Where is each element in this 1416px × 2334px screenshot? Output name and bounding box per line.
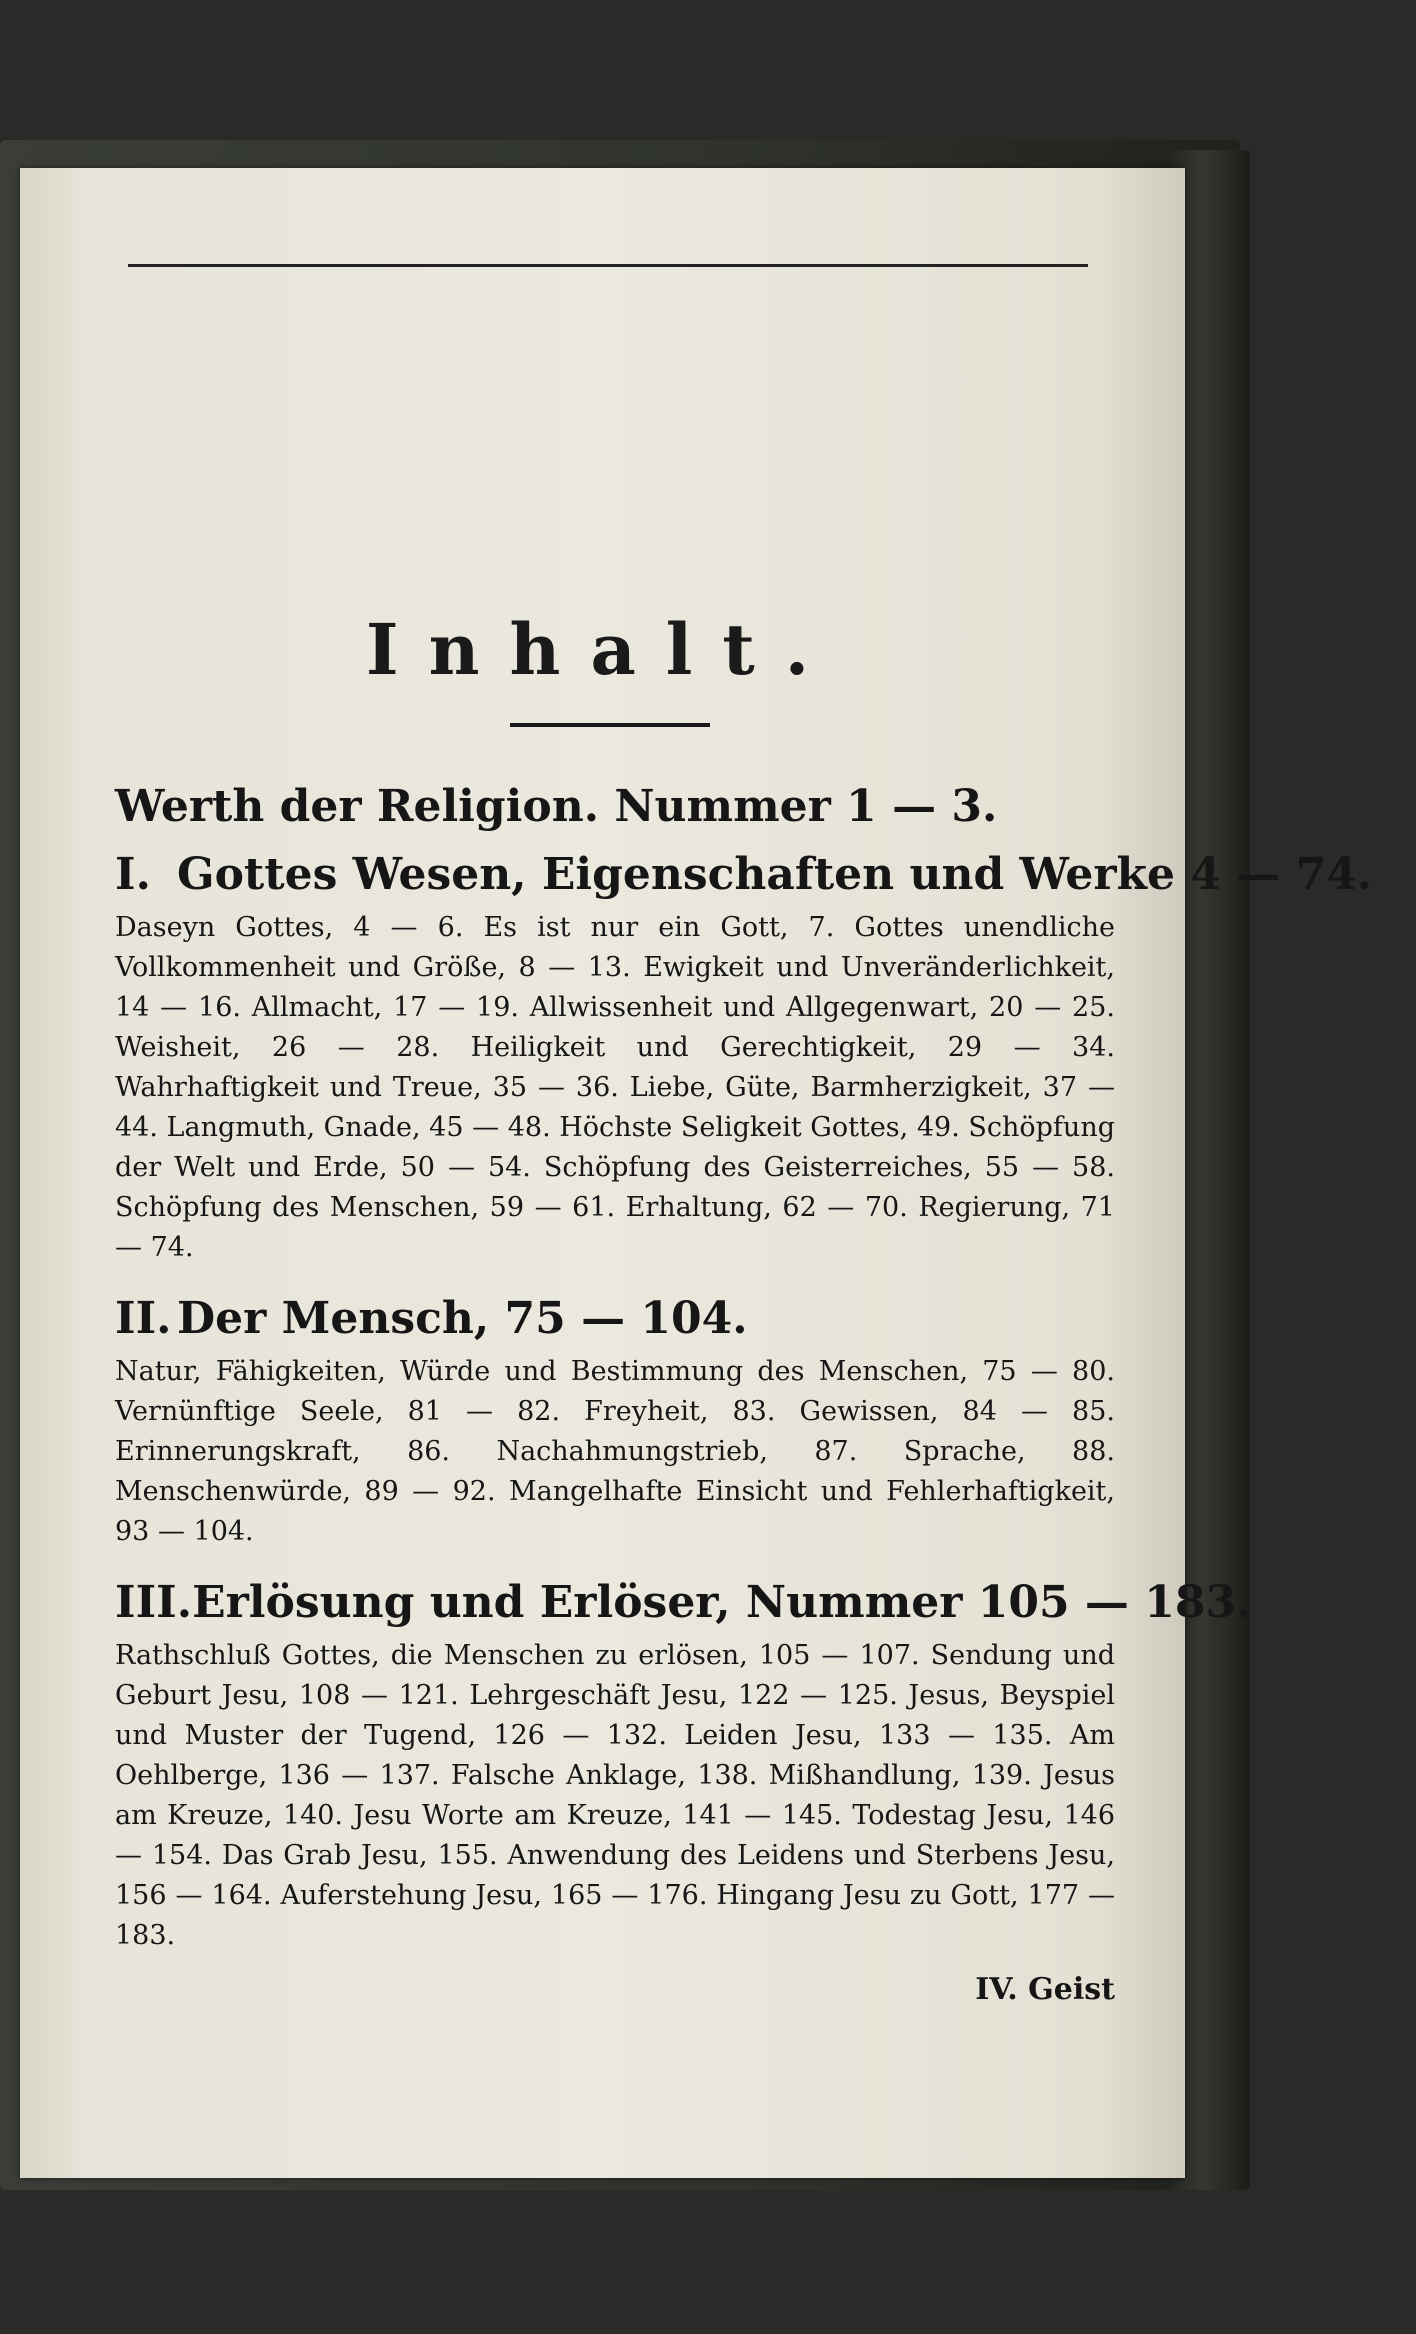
section-heading-text: Werth der Religion. Nummer 1 — 3.	[115, 781, 998, 832]
page-title: Inhalt.	[365, 608, 840, 691]
section-heading-text: Der Mensch, 75 — 104.	[177, 1293, 748, 1344]
section-numeral: I.	[115, 849, 151, 900]
section-heading-text: Erlösung und Erlöser, Nummer 105 — 183.	[192, 1577, 1252, 1628]
catchword: IV. Geist	[975, 1972, 1115, 2007]
section-entries-i: Daseyn Gottes, 4 — 6. Es ist nur ein Gott, 7. Gottes unendliche Vollkommenheit und Größe, 8 — 13. Ewigkeit und Unveränderlichkeit, 14 — 16. Allmacht, 17 — 19. Allwissenheit und Allgegenwart, 20 — 25. Weisheit, 26 — 28. Heiligkeit und Gerechtigkeit, 29 — 34. Wahrhaftigkeit und Treue, 35 — 36. Liebe, Güte, Barmherzigkeit, 37 — 44. Langmuth, Gnade, 45 — 48. Höchste Seligkeit Gottes, 49. Schöpfung der Welt und Erde, 50 — 54. Schöpfung des Geisterreiches, 55 — 58. Schöpfung des Menschen, 59 — 61. Erhaltung, 62 — 70. Regierung, 71 — 74.	[115, 912, 1115, 1263]
section-numeral: III.	[115, 1577, 193, 1628]
top-rule	[128, 264, 1088, 267]
section-heading-text: Gottes Wesen, Eigenschaften und Werke 4 — 74.	[177, 849, 1373, 900]
section-entries-iii: Rathschluß Gottes, die Menschen zu erlösen, 105 — 107. Sendung und Geburt Jesu, 108 — 121. Lehrgeschäft Jesu, 122 — 125. Jesus, Beyspiel und Muster der Tugend, 126 — 132. Leiden Jesu, 133 — 135. Am Oehlberge, 136 — 137. Falsche Anklage, 138. Mißhandlung, 139. Jesus am Kreuze, 140. Jesu Worte am Kreuze, 141 — 145. Todestag Jesu, 146 — 154. Das Grab Jesu, 155. Anwendung des Leidens und Sterbens Jesu, 156 — 164. Auferstehung Jesu, 165 — 176. Hingang Jesu zu Gott, 177 — 183.	[115, 1640, 1115, 1951]
section-numeral: II.	[115, 1293, 172, 1344]
section-heading-werth	[115, 778, 1115, 836]
title-rule	[510, 723, 710, 727]
book-page	[20, 168, 1373, 2178]
section-heading-i	[115, 846, 1373, 904]
section-heading-iii	[115, 1574, 1252, 1632]
toc-content	[115, 778, 1373, 2007]
section-entries-ii: Natur, Fähigkeiten, Würde und Bestimmung des Menschen, 75 — 80. Vernünftige Seele, 81 — 82. Freyheit, 83. Gewissen, 84 — 85. Erinnerungskraft, 86. Nachahmungstrieb, 87. Sprache, 88. Menschenwürde, 89 — 92. Mangelhafte Einsicht und Fehlerhaftigkeit, 93 — 104.	[115, 1356, 1115, 1547]
section-heading-ii	[115, 1290, 1115, 1348]
